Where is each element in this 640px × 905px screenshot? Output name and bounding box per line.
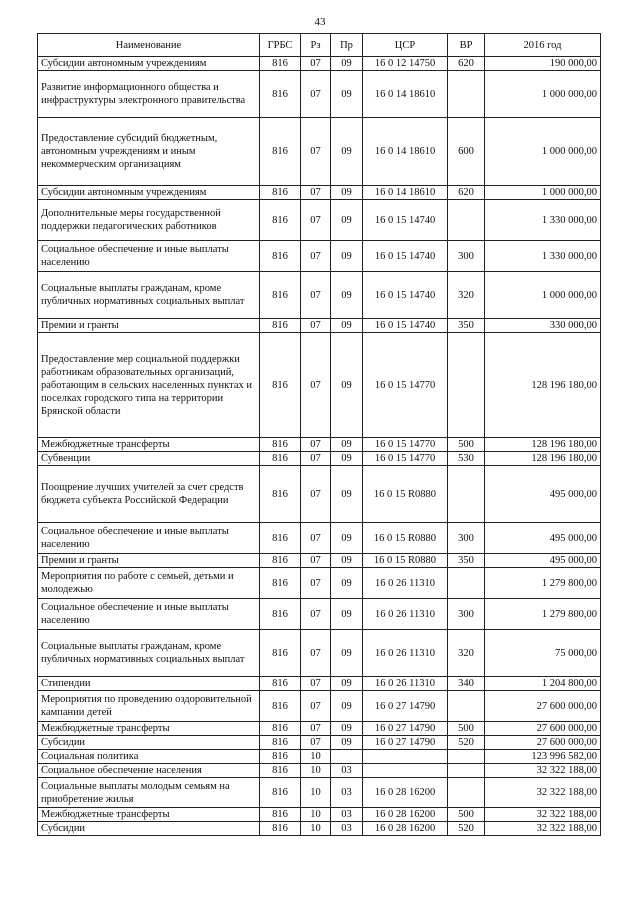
cell-csr: 16 0 15 R0880 bbox=[363, 466, 448, 523]
cell-vr: 350 bbox=[448, 319, 485, 333]
cell-amount: 190 000,00 bbox=[485, 57, 601, 71]
cell-rz: 10 bbox=[301, 778, 331, 808]
cell-pr: 03 bbox=[331, 808, 363, 822]
cell-amount: 32 322 188,00 bbox=[485, 764, 601, 778]
cell-csr: 16 0 27 14790 bbox=[363, 736, 448, 750]
cell-grbs: 816 bbox=[260, 523, 301, 554]
cell-grbs: 816 bbox=[260, 57, 301, 71]
cell-rz: 10 bbox=[301, 764, 331, 778]
cell-amount: 128 196 180,00 bbox=[485, 438, 601, 452]
cell-csr: 16 0 28 16200 bbox=[363, 778, 448, 808]
cell-rz: 07 bbox=[301, 554, 331, 568]
cell-name: Развитие информационного общества и инфраструктуры электронного правительства bbox=[38, 71, 260, 118]
cell-name: Поощрение лучших учителей за счет средств бюджета субъекта Российской Федерации bbox=[38, 466, 260, 523]
cell-grbs: 816 bbox=[260, 778, 301, 808]
cell-pr: 09 bbox=[331, 200, 363, 241]
cell-amount: 128 196 180,00 bbox=[485, 333, 601, 438]
cell-name: Социальное обеспечение и иные выплаты населению bbox=[38, 523, 260, 554]
cell-rz: 07 bbox=[301, 71, 331, 118]
cell-pr: 09 bbox=[331, 57, 363, 71]
table-row bbox=[38, 599, 601, 630]
cell-grbs: 816 bbox=[260, 118, 301, 186]
cell-vr: 520 bbox=[448, 822, 485, 836]
cell-vr: 500 bbox=[448, 722, 485, 736]
table-row bbox=[38, 677, 601, 691]
cell-csr: 16 0 15 14770 bbox=[363, 452, 448, 466]
cell-grbs: 816 bbox=[260, 554, 301, 568]
cell-csr: 16 0 14 18610 bbox=[363, 71, 448, 118]
cell-vr bbox=[448, 71, 485, 118]
header-csr: ЦСР bbox=[363, 34, 448, 57]
cell-name: Субсидии bbox=[38, 822, 260, 836]
cell-vr bbox=[448, 568, 485, 599]
cell-vr: 530 bbox=[448, 452, 485, 466]
table-row bbox=[38, 333, 601, 438]
cell-csr: 16 0 14 18610 bbox=[363, 186, 448, 200]
cell-vr bbox=[448, 750, 485, 764]
cell-grbs: 816 bbox=[260, 186, 301, 200]
cell-pr: 09 bbox=[331, 241, 363, 272]
cell-amount: 330 000,00 bbox=[485, 319, 601, 333]
cell-vr: 620 bbox=[448, 57, 485, 71]
cell-amount: 123 996 582,00 bbox=[485, 750, 601, 764]
cell-rz: 07 bbox=[301, 568, 331, 599]
table-row bbox=[38, 630, 601, 677]
cell-grbs: 816 bbox=[260, 466, 301, 523]
cell-vr: 500 bbox=[448, 438, 485, 452]
cell-csr: 16 0 15 14770 bbox=[363, 333, 448, 438]
cell-name: Субсидии bbox=[38, 736, 260, 750]
cell-pr: 03 bbox=[331, 822, 363, 836]
table-row bbox=[38, 71, 601, 118]
cell-amount: 128 196 180,00 bbox=[485, 452, 601, 466]
cell-csr: 16 0 26 11310 bbox=[363, 630, 448, 677]
cell-amount: 32 322 188,00 bbox=[485, 822, 601, 836]
cell-amount: 1 279 800,00 bbox=[485, 568, 601, 599]
cell-rz: 10 bbox=[301, 822, 331, 836]
cell-csr bbox=[363, 750, 448, 764]
cell-name: Премии и гранты bbox=[38, 319, 260, 333]
cell-csr: 16 0 15 14740 bbox=[363, 200, 448, 241]
cell-rz: 10 bbox=[301, 750, 331, 764]
cell-amount: 1 204 800,00 bbox=[485, 677, 601, 691]
cell-pr: 03 bbox=[331, 764, 363, 778]
cell-amount: 75 000,00 bbox=[485, 630, 601, 677]
header-name: Наименование bbox=[38, 34, 260, 57]
cell-rz: 07 bbox=[301, 319, 331, 333]
cell-rz: 07 bbox=[301, 630, 331, 677]
cell-amount: 27 600 000,00 bbox=[485, 691, 601, 722]
cell-amount: 1 000 000,00 bbox=[485, 186, 601, 200]
cell-vr: 300 bbox=[448, 523, 485, 554]
cell-rz: 07 bbox=[301, 333, 331, 438]
cell-grbs: 816 bbox=[260, 438, 301, 452]
cell-amount: 32 322 188,00 bbox=[485, 808, 601, 822]
cell-csr: 16 0 15 14770 bbox=[363, 438, 448, 452]
cell-pr: 09 bbox=[331, 691, 363, 722]
table-row bbox=[38, 722, 601, 736]
cell-rz: 07 bbox=[301, 677, 331, 691]
cell-rz: 10 bbox=[301, 808, 331, 822]
cell-name: Социальное обеспечение и иные выплаты населению bbox=[38, 599, 260, 630]
cell-rz: 07 bbox=[301, 722, 331, 736]
cell-pr: 09 bbox=[331, 599, 363, 630]
cell-vr: 600 bbox=[448, 118, 485, 186]
cell-name: Дополнительные меры государственной поддержки педагогических работников bbox=[38, 200, 260, 241]
cell-grbs: 816 bbox=[260, 272, 301, 319]
table-row bbox=[38, 808, 601, 822]
table-row bbox=[38, 272, 601, 319]
cell-vr bbox=[448, 200, 485, 241]
cell-vr: 300 bbox=[448, 241, 485, 272]
header-grbs: ГРБС bbox=[260, 34, 301, 57]
cell-grbs: 816 bbox=[260, 630, 301, 677]
table-row bbox=[38, 438, 601, 452]
cell-amount: 495 000,00 bbox=[485, 523, 601, 554]
table-row bbox=[38, 57, 601, 71]
cell-name: Субвенции bbox=[38, 452, 260, 466]
cell-grbs: 816 bbox=[260, 750, 301, 764]
header-pr: Пр bbox=[331, 34, 363, 57]
cell-name: Предоставление мер социальной поддержки работникам образовательных организаций, работающим в сельских населенных пунктах и поселках городского типа на территории Брянской области bbox=[38, 333, 260, 438]
cell-name: Социальные выплаты молодым семьям на приобретение жилья bbox=[38, 778, 260, 808]
cell-amount: 1 279 800,00 bbox=[485, 599, 601, 630]
cell-csr: 16 0 14 18610 bbox=[363, 118, 448, 186]
cell-vr: 350 bbox=[448, 554, 485, 568]
cell-name: Социальное обеспечение и иные выплаты населению bbox=[38, 241, 260, 272]
cell-rz: 07 bbox=[301, 466, 331, 523]
cell-csr: 16 0 27 14790 bbox=[363, 722, 448, 736]
cell-name: Межбюджетные трансферты bbox=[38, 722, 260, 736]
cell-pr: 09 bbox=[331, 554, 363, 568]
cell-pr: 09 bbox=[331, 438, 363, 452]
cell-csr bbox=[363, 764, 448, 778]
table-row bbox=[38, 554, 601, 568]
header-amount: 2016 год bbox=[485, 34, 601, 57]
table-body bbox=[38, 57, 601, 836]
cell-rz: 07 bbox=[301, 272, 331, 319]
table-row bbox=[38, 736, 601, 750]
cell-name: Стипендии bbox=[38, 677, 260, 691]
cell-pr: 09 bbox=[331, 319, 363, 333]
cell-name: Субсидии автономным учреждениям bbox=[38, 186, 260, 200]
cell-csr: 16 0 28 16200 bbox=[363, 822, 448, 836]
cell-pr: 09 bbox=[331, 677, 363, 691]
cell-pr: 09 bbox=[331, 118, 363, 186]
cell-vr: 500 bbox=[448, 808, 485, 822]
cell-csr: 16 0 26 11310 bbox=[363, 568, 448, 599]
cell-grbs: 816 bbox=[260, 241, 301, 272]
cell-grbs: 816 bbox=[260, 200, 301, 241]
cell-pr: 09 bbox=[331, 272, 363, 319]
cell-name: Социальные выплаты гражданам, кроме публичных нормативных социальных выплат bbox=[38, 272, 260, 319]
cell-vr bbox=[448, 333, 485, 438]
table-row bbox=[38, 452, 601, 466]
table-row bbox=[38, 778, 601, 808]
cell-csr: 16 0 15 14740 bbox=[363, 272, 448, 319]
cell-name: Субсидии автономным учреждениям bbox=[38, 57, 260, 71]
cell-pr: 09 bbox=[331, 736, 363, 750]
cell-amount: 32 322 188,00 bbox=[485, 778, 601, 808]
table-row bbox=[38, 568, 601, 599]
cell-pr: 09 bbox=[331, 71, 363, 118]
page-number: 43 bbox=[314, 16, 326, 28]
header-rz: Рз bbox=[301, 34, 331, 57]
table-row bbox=[38, 764, 601, 778]
cell-csr: 16 0 27 14790 bbox=[363, 691, 448, 722]
table-row bbox=[38, 186, 601, 200]
cell-pr: 03 bbox=[331, 778, 363, 808]
cell-pr: 09 bbox=[331, 333, 363, 438]
cell-pr: 09 bbox=[331, 523, 363, 554]
cell-name: Мероприятия по проведению оздоровительной кампании детей bbox=[38, 691, 260, 722]
cell-vr bbox=[448, 764, 485, 778]
budget-table bbox=[37, 33, 601, 836]
cell-vr bbox=[448, 466, 485, 523]
cell-vr: 320 bbox=[448, 272, 485, 319]
table-row bbox=[38, 241, 601, 272]
cell-rz: 07 bbox=[301, 57, 331, 71]
cell-grbs: 816 bbox=[260, 568, 301, 599]
cell-vr bbox=[448, 778, 485, 808]
cell-grbs: 816 bbox=[260, 677, 301, 691]
cell-name: Социальная политика bbox=[38, 750, 260, 764]
header-row bbox=[38, 34, 601, 57]
cell-grbs: 816 bbox=[260, 736, 301, 750]
cell-grbs: 816 bbox=[260, 722, 301, 736]
table-row bbox=[38, 523, 601, 554]
cell-csr: 16 0 15 14740 bbox=[363, 319, 448, 333]
cell-pr: 09 bbox=[331, 722, 363, 736]
cell-rz: 07 bbox=[301, 438, 331, 452]
cell-rz: 07 bbox=[301, 186, 331, 200]
cell-amount: 1 000 000,00 bbox=[485, 71, 601, 118]
cell-amount: 1 330 000,00 bbox=[485, 241, 601, 272]
cell-pr: 09 bbox=[331, 452, 363, 466]
table-row bbox=[38, 466, 601, 523]
cell-amount: 1 000 000,00 bbox=[485, 118, 601, 186]
cell-vr: 300 bbox=[448, 599, 485, 630]
header-vr: ВР bbox=[448, 34, 485, 57]
cell-name: Социальные выплаты гражданам, кроме публичных нормативных социальных выплат bbox=[38, 630, 260, 677]
cell-csr: 16 0 15 R0880 bbox=[363, 523, 448, 554]
table-row bbox=[38, 822, 601, 836]
cell-amount: 27 600 000,00 bbox=[485, 736, 601, 750]
cell-pr bbox=[331, 750, 363, 764]
cell-csr: 16 0 26 11310 bbox=[363, 677, 448, 691]
cell-rz: 07 bbox=[301, 599, 331, 630]
cell-pr: 09 bbox=[331, 186, 363, 200]
cell-rz: 07 bbox=[301, 736, 331, 750]
cell-rz: 07 bbox=[301, 118, 331, 186]
cell-grbs: 816 bbox=[260, 808, 301, 822]
cell-name: Межбюджетные трансферты bbox=[38, 438, 260, 452]
cell-grbs: 816 bbox=[260, 822, 301, 836]
cell-vr: 340 bbox=[448, 677, 485, 691]
cell-rz: 07 bbox=[301, 523, 331, 554]
cell-rz: 07 bbox=[301, 691, 331, 722]
cell-vr: 520 bbox=[448, 736, 485, 750]
table-row bbox=[38, 200, 601, 241]
cell-vr bbox=[448, 691, 485, 722]
cell-csr: 16 0 15 R0880 bbox=[363, 554, 448, 568]
cell-amount: 1 000 000,00 bbox=[485, 272, 601, 319]
cell-grbs: 816 bbox=[260, 452, 301, 466]
cell-grbs: 816 bbox=[260, 333, 301, 438]
cell-pr: 09 bbox=[331, 630, 363, 677]
table-row bbox=[38, 319, 601, 333]
cell-rz: 07 bbox=[301, 200, 331, 241]
cell-grbs: 816 bbox=[260, 71, 301, 118]
table-row bbox=[38, 750, 601, 764]
cell-grbs: 816 bbox=[260, 764, 301, 778]
cell-grbs: 816 bbox=[260, 691, 301, 722]
cell-pr: 09 bbox=[331, 568, 363, 599]
table-row bbox=[38, 118, 601, 186]
cell-grbs: 816 bbox=[260, 599, 301, 630]
cell-amount: 1 330 000,00 bbox=[485, 200, 601, 241]
cell-rz: 07 bbox=[301, 241, 331, 272]
cell-vr: 320 bbox=[448, 630, 485, 677]
cell-name: Предоставление субсидий бюджетным, автономным учреждениям и иным некоммерческим организациям bbox=[38, 118, 260, 186]
cell-name: Мероприятия по работе с семьей, детьми и молодежью bbox=[38, 568, 260, 599]
table-row bbox=[38, 691, 601, 722]
cell-name: Межбюджетные трансферты bbox=[38, 808, 260, 822]
cell-csr: 16 0 15 14740 bbox=[363, 241, 448, 272]
cell-pr: 09 bbox=[331, 466, 363, 523]
cell-name: Социальное обеспечение населения bbox=[38, 764, 260, 778]
cell-csr: 16 0 28 16200 bbox=[363, 808, 448, 822]
cell-amount: 27 600 000,00 bbox=[485, 722, 601, 736]
cell-amount: 495 000,00 bbox=[485, 554, 601, 568]
cell-name: Премии и гранты bbox=[38, 554, 260, 568]
cell-grbs: 816 bbox=[260, 319, 301, 333]
cell-vr: 620 bbox=[448, 186, 485, 200]
cell-amount: 495 000,00 bbox=[485, 466, 601, 523]
cell-rz: 07 bbox=[301, 452, 331, 466]
cell-csr: 16 0 26 11310 bbox=[363, 599, 448, 630]
cell-csr: 16 0 12 14750 bbox=[363, 57, 448, 71]
